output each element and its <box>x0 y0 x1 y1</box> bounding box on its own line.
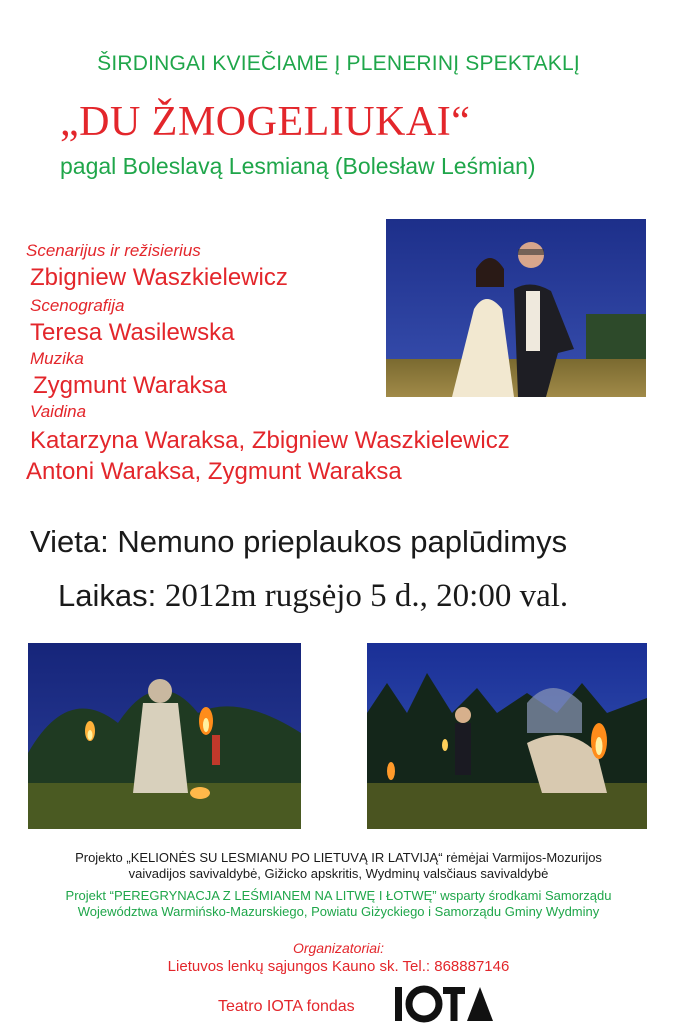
performance-photo-night <box>367 643 647 829</box>
sponsor-pl-line-1: Projekt “PEREGRYNACJA Z LEŚMIANEM NA LITWĘ I ŁOTWĘ” wsparty środkami Samorządu <box>65 888 612 903</box>
cast-line-2: Antoni Waraksa, Zygmunt Waraksa <box>26 458 402 485</box>
sponsor-lt-line-2: vaivadijos savivaldybė, Gižicko apskritis, Wydminų valsčiaus savivaldybė <box>128 866 549 881</box>
performance-photo-fire <box>28 643 301 829</box>
teatro-iota-fund: Teatro IOTA fondas <box>218 998 355 1015</box>
play-subtitle: pagal Boleslavą Lesmianą (Bolesław Leśmian) <box>60 153 536 179</box>
music-label: Muzika <box>30 349 84 368</box>
scenographer-name: Teresa Wasilewska <box>30 319 235 346</box>
venue-line: Vieta: Nemuno prieplaukos paplūdimys <box>30 524 568 559</box>
time-value: 2012m rugsėjo 5 d., 20:00 val. <box>164 578 569 614</box>
organizers-label: Organizatoriai: <box>292 940 385 956</box>
cast-line-1: Katarzyna Waraksa, Zbigniew Waszkielewicz <box>30 427 510 454</box>
sponsor-lt-line-1: Projekto „KELIONĖS SU LESMIANU PO LIETUVĄ IR LATVIJĄ“ rėmėjai Varmijos-Mozurijos <box>75 850 602 865</box>
composer-name: Zygmunt Waraksa <box>33 372 227 399</box>
play-title: „DU ŽMOGELIUKAI“ <box>60 99 471 145</box>
director-name: Zbigniew Waszkielewicz <box>30 264 288 291</box>
sponsor-pl-line-2: Województwa Warmińsko-Mazurskiego, Powiatu Giżyckiego i Samorządu Gminy Wydminy <box>77 904 600 919</box>
cast-label: Vaidina <box>30 402 87 421</box>
invitation-line: ŠIRDINGAI KVIEČIAME Į PLENERINĮ SPEKTAKLĮ <box>97 52 580 75</box>
time-label: Laikas: <box>58 578 157 613</box>
sponsor-note-pl <box>20 888 657 920</box>
organizer-name: Lietuvos lenkų sąjungos Kauno sk. Tel.: 868887146 <box>167 958 510 975</box>
scenography-label: Scenografija <box>30 296 125 315</box>
sponsor-note-lt <box>20 850 657 882</box>
director-label: Scenarijus ir režisierius <box>26 241 201 260</box>
time-line <box>58 578 568 615</box>
performance-photo-couple <box>386 219 646 397</box>
iota-logo <box>395 985 495 1028</box>
